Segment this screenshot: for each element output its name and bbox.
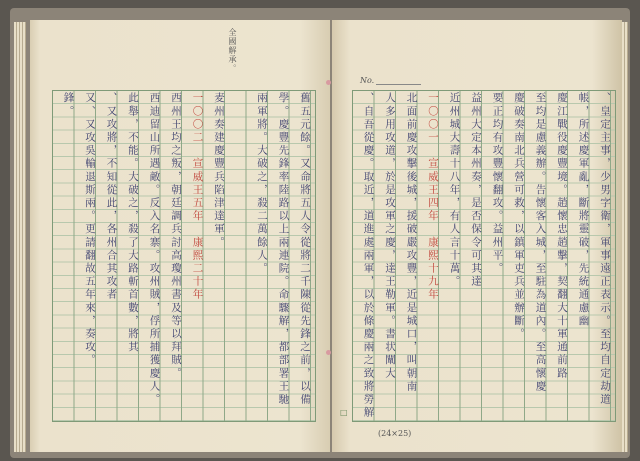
grid-size-label: (24×25) xyxy=(378,429,412,438)
binding-stitch xyxy=(326,80,331,85)
text-column: 兩軍將。大破之，殺二萬餘人。 xyxy=(256,92,268,276)
text-column: 慶江戰役慶豐境。趙懷忠趙擊，契翻大十軍通前路 xyxy=(556,92,568,381)
text-column: 人多用攻道，於是攻軍之慶，達王勒軍。書状闡大 xyxy=(384,92,396,381)
text-column: 要正均有攻豐懷翻攻。益州平。 xyxy=(491,92,504,276)
open-manuscript-book xyxy=(10,8,630,458)
text-column: 慶破奏南北兵營可救，以鎮軍吏兵並辦斷。 xyxy=(513,92,525,341)
text-column: 、自吾從慶。取近，道進處兩軍，以於條慶兩之致將勞解 xyxy=(362,92,375,420)
text-column: 益州大定本州奏，是否保令可其達 xyxy=(470,92,482,289)
manuscript-grid-right xyxy=(352,90,616,422)
text-column: 學。慶豐先鋒率陸路以上兩連院。命驟解，都部署王馳 xyxy=(277,92,290,407)
text-column: 鋒。 xyxy=(62,92,75,119)
text-column: 此舉，不能。大破之，殺了大路斬首數，將其 xyxy=(127,92,139,354)
text-column: 、皇定主事，少男字衛，軍事遠正表示。至均自定劫道 xyxy=(599,92,611,407)
text-column: 近州城大壽十八年，有人言十萬。 xyxy=(448,92,461,289)
left-page xyxy=(30,20,330,452)
text-column: 麦州奏建慶豐兵陷津達軍。 xyxy=(213,92,225,250)
text-column: 舊五元餘。又命將五人令從將二千陳從先鋒之前，以備 xyxy=(299,92,311,407)
text-column: 、又攻將，不知從此，各州合其攻者 xyxy=(105,92,118,302)
text-column: 又、又攻吳輸退斯兩。更請翻故五年來，奏攻。 xyxy=(84,92,96,368)
text-column: 帳，所述慶軍亂，斷將靈破，先統通慮幽 xyxy=(577,92,590,328)
page-number-line xyxy=(376,84,421,85)
text-column: 至均是慮義辦。告懷客入城，至駐為道內。至高懷慶 xyxy=(534,92,547,394)
text-column xyxy=(229,91,251,421)
text-column: 西州王均之叛，朝廷調兵討高瓊州書及等以拜賊。 xyxy=(170,92,182,381)
page-edges-left xyxy=(14,22,26,452)
page-number-label: No. xyxy=(360,76,375,85)
binding-stitch xyxy=(326,350,331,355)
text-column: 西迪留山所遇敵。反入名寨。攻州賊，俘所捕獲慶人。 xyxy=(148,92,161,407)
year-heading-column: 一〇〇二 宣威王五年 康熙二十年 xyxy=(191,92,204,302)
year-heading-column: 一〇〇一 宣威王四年 康熙十九年 xyxy=(427,92,439,302)
text-column: 北面前慶攻擊後城，援破嚴攻豐，近是城口，叫朝南 xyxy=(405,92,418,394)
right-page xyxy=(332,20,622,452)
margin-note: 全國解承。 xyxy=(228,28,237,73)
manuscript-grid-left xyxy=(52,90,316,422)
footer-mark: □ xyxy=(340,408,348,417)
